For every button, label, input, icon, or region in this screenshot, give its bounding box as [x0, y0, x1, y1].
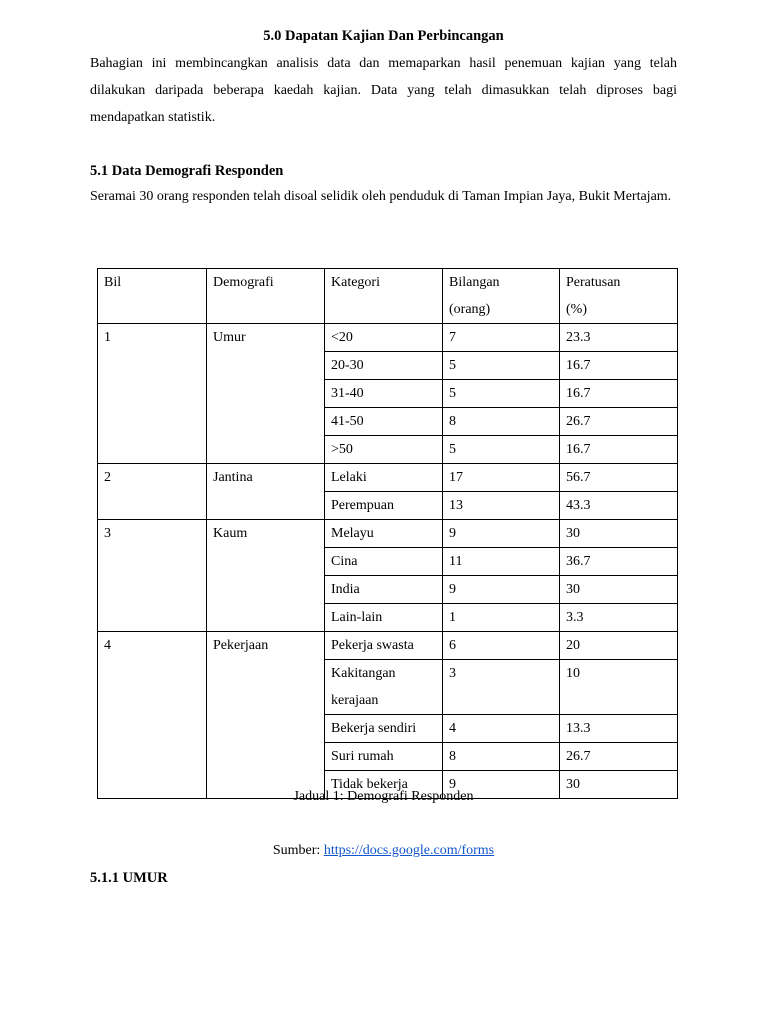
cell-kategori: 20-30: [325, 352, 443, 380]
cell-peratusan: 10: [560, 660, 678, 715]
cell-kategori: Lelaki: [325, 464, 443, 492]
cell-kategori: >50: [325, 436, 443, 464]
cell-kategori: Suri rumah: [325, 743, 443, 771]
cell-bilangan: 9: [443, 576, 560, 604]
header-peratusan-line2: (%): [566, 302, 587, 317]
cell-bilangan: 3: [443, 660, 560, 715]
cell-kategori: Tidak bekerja: [325, 771, 443, 799]
section-heading: 5.1 Data Demografi Responden: [90, 163, 284, 179]
cell-demografi: Jantina: [207, 464, 325, 520]
source-line: [90, 841, 677, 861]
header-bilangan-line2: (orang): [449, 302, 491, 317]
cell-kategori: Perempuan: [325, 492, 443, 520]
cell-bilangan: 9: [443, 771, 560, 799]
cell-peratusan: 20: [560, 632, 678, 660]
cell-bilangan: 5: [443, 352, 560, 380]
table-header-row: [98, 269, 678, 324]
intro-paragraph: Bahagian ini membincangkan analisis data dan memaparkan hasil penemuan kajian yang telah dilakukan daripada beberapa kaedah kajian. Data yang telah dimasukkan telah diproses bagi mendapatkan statistik.: [90, 56, 677, 125]
header-kategori: Kategori: [325, 269, 443, 324]
cell-kategori: India: [325, 576, 443, 604]
header-bil: Bil: [98, 269, 207, 324]
header-peratusan-line1: Peratusan: [566, 275, 621, 290]
cell-bil: 1: [98, 324, 207, 464]
cell-kategori: 41-50: [325, 408, 443, 436]
cell-bil: 2: [98, 464, 207, 520]
cell-peratusan: 13.3: [560, 715, 678, 743]
cell-peratusan: 3.3: [560, 604, 678, 632]
cell-peratusan: 23.3: [560, 324, 678, 352]
cell-kategori: 31-40: [325, 380, 443, 408]
cell-bilangan: 17: [443, 464, 560, 492]
cell-bil: 4: [98, 632, 207, 799]
cell-bilangan: 11: [443, 548, 560, 576]
cell-kategori: Lain-lain: [325, 604, 443, 632]
cell-peratusan: 26.7: [560, 408, 678, 436]
table-row: [98, 520, 678, 548]
cell-peratusan: 36.7: [560, 548, 678, 576]
cell-peratusan: 56.7: [560, 464, 678, 492]
cell-bilangan: 5: [443, 380, 560, 408]
header-demografi: Demografi: [207, 269, 325, 324]
cell-bilangan: 5: [443, 436, 560, 464]
cell-bilangan: 1: [443, 604, 560, 632]
cell-peratusan: 16.7: [560, 352, 678, 380]
source-link[interactable]: https://docs.google.com/forms: [323, 843, 495, 858]
cell-peratusan: 30: [560, 520, 678, 548]
cell-kategori: Kakitangan kerajaan: [325, 660, 443, 715]
source-label: Sumber:: [272, 843, 324, 858]
cell-kategori: Bekerja sendiri: [325, 715, 443, 743]
cell-peratusan: 16.7: [560, 436, 678, 464]
document-title: 5.0 Dapatan Kajian Dan Perbincangan: [263, 28, 504, 44]
cell-kategori: Cina: [325, 548, 443, 576]
subsection-heading: 5.1.1 UMUR: [90, 870, 168, 886]
cell-demografi: Umur: [207, 324, 325, 464]
section-paragraph: Seramai 30 orang responden telah disoal selidik oleh penduduk di Taman Impian Jaya, Bukit Mertajam.: [90, 189, 672, 204]
cell-demografi: Pekerjaan: [207, 632, 325, 799]
header-peratusan: [560, 269, 678, 324]
cell-bilangan: 4: [443, 715, 560, 743]
cell-bil: 3: [98, 520, 207, 632]
cell-kategori: <20: [325, 324, 443, 352]
cell-bilangan: 8: [443, 743, 560, 771]
cell-peratusan: 26.7: [560, 743, 678, 771]
table-row: [98, 464, 678, 492]
header-bilangan: [443, 269, 560, 324]
cell-peratusan: 30: [560, 771, 678, 799]
cell-bilangan: 6: [443, 632, 560, 660]
table-row: [98, 632, 678, 660]
cell-peratusan: 30: [560, 576, 678, 604]
cell-peratusan: 43.3: [560, 492, 678, 520]
cell-bilangan: 9: [443, 520, 560, 548]
demographics-table: [97, 268, 678, 799]
table-row: [98, 324, 678, 352]
cell-kategori: Pekerja swasta: [325, 632, 443, 660]
cell-bilangan: 8: [443, 408, 560, 436]
table-caption: Jadual 1: Demografi Responden: [293, 789, 474, 804]
cell-peratusan: 16.7: [560, 380, 678, 408]
header-bilangan-line1: Bilangan: [449, 275, 500, 290]
cell-bilangan: 13: [443, 492, 560, 520]
cell-bilangan: 7: [443, 324, 560, 352]
cell-demografi: Kaum: [207, 520, 325, 632]
cell-kategori: Melayu: [325, 520, 443, 548]
